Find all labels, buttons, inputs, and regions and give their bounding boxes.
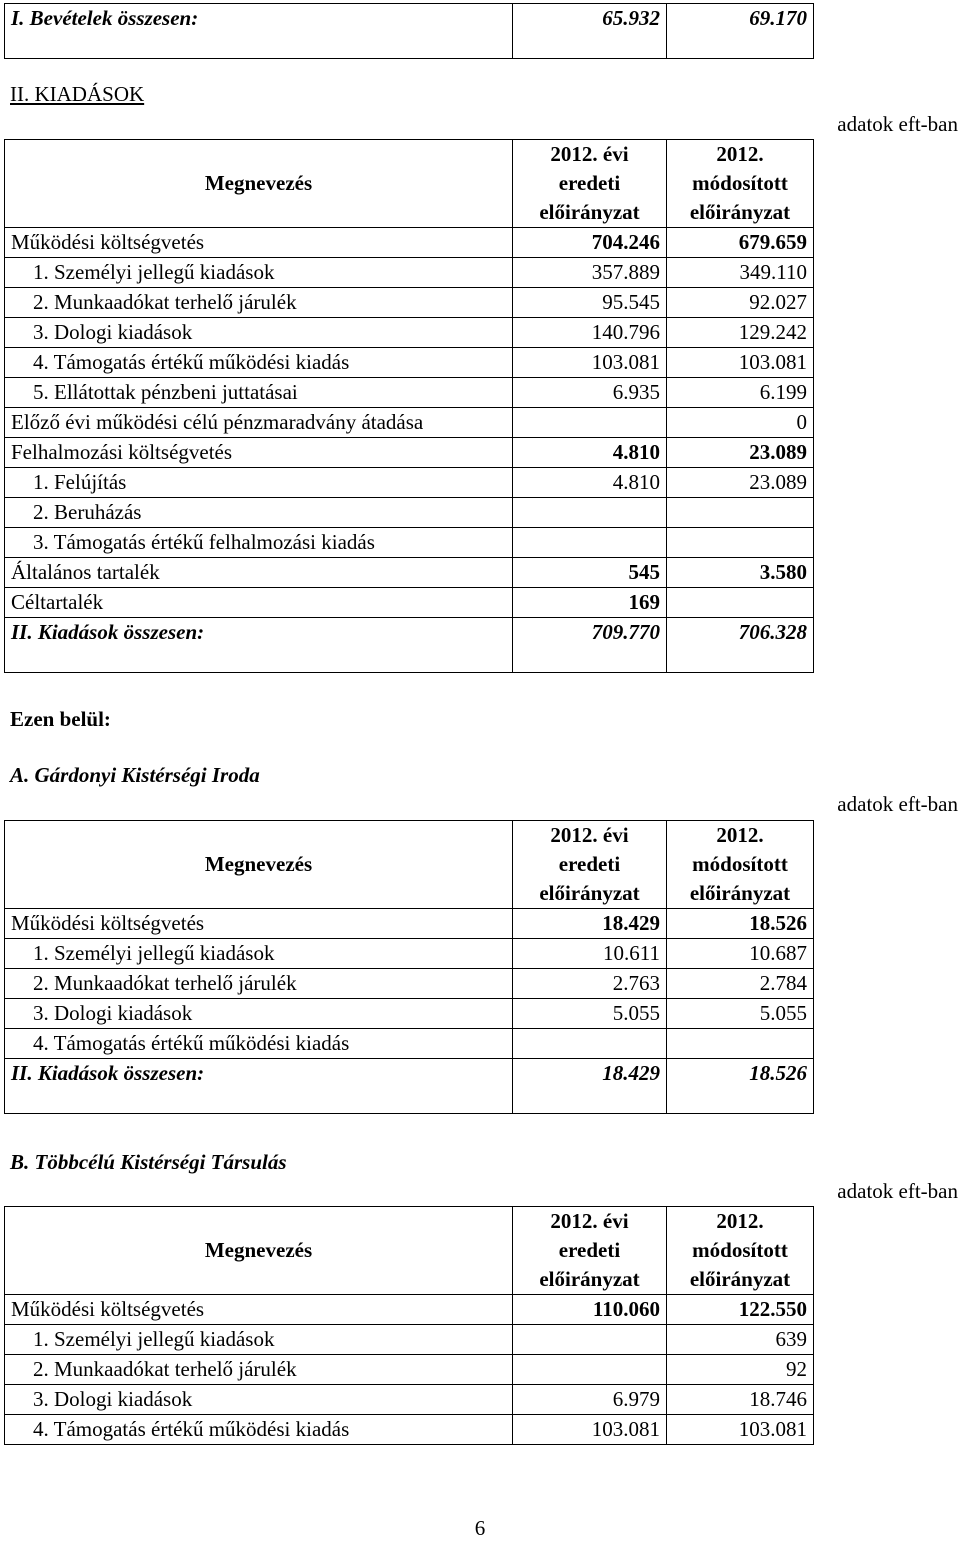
row-label: 1. Személyi jellegű kiadások [5, 258, 513, 288]
row-label: Általános tartalék [5, 558, 513, 588]
table-row [5, 498, 814, 528]
row-label: 2. Munkaadókat terhelő járulék [5, 1355, 513, 1385]
row-label: Működési költségvetés [5, 228, 513, 258]
row-original-value [513, 498, 667, 528]
unit-note-b: adatok eft-ban [837, 1179, 958, 1203]
row-modified-value: 10.687 [667, 939, 814, 969]
table-row [5, 618, 814, 673]
row-label: 3. Dologi kiadások [5, 1385, 513, 1415]
row-original-value: 10.611 [513, 939, 667, 969]
row-original-value: 6.935 [513, 378, 667, 408]
table-row [5, 228, 814, 258]
table-row [5, 558, 814, 588]
header-col2: 2012. módosított előirányzat [667, 821, 814, 909]
row-label: 1. Személyi jellegű kiadások [5, 939, 513, 969]
row-modified-value: 103.081 [667, 348, 814, 378]
income-total-label: I. Bevételek összesen: [5, 4, 513, 59]
table-row [5, 969, 814, 999]
row-original-value: 103.081 [513, 348, 667, 378]
row-modified-value: 122.550 [667, 1295, 814, 1325]
table-row [5, 468, 814, 498]
row-label: 3. Dologi kiadások [5, 318, 513, 348]
unit-note-main: adatok eft-ban [837, 112, 958, 136]
row-modified-value: 3.580 [667, 558, 814, 588]
row-label: Felhalmozási költségvetés [5, 438, 513, 468]
row-original-value [513, 528, 667, 558]
row-original-value: 357.889 [513, 258, 667, 288]
row-original-value: 18.429 [513, 1059, 667, 1114]
section-2-title: II. KIADÁSOK [10, 82, 145, 106]
header-name: Megnevezés [5, 140, 513, 228]
row-original-value: 4.810 [513, 468, 667, 498]
table-row [5, 438, 814, 468]
row-label: 5. Ellátottak pénzbeni juttatásai [5, 378, 513, 408]
row-modified-value: 0 [667, 408, 814, 438]
section-a-title: A. Gárdonyi Kistérségi Iroda [10, 763, 260, 787]
page-number: 6 [474, 1516, 486, 1540]
row-modified-value: 18.526 [667, 1059, 814, 1114]
row-modified-value [667, 528, 814, 558]
row-modified-value: 349.110 [667, 258, 814, 288]
row-modified-value: 92 [667, 1355, 814, 1385]
row-original-value: 709.770 [513, 618, 667, 673]
header-col1: 2012. évi eredeti előirányzat [513, 140, 667, 228]
row-original-value: 169 [513, 588, 667, 618]
row-original-value: 18.429 [513, 909, 667, 939]
row-modified-value: 129.242 [667, 318, 814, 348]
table-row [5, 378, 814, 408]
income-total-table [4, 3, 814, 59]
row-original-value: 4.810 [513, 438, 667, 468]
table-row [5, 588, 814, 618]
table-row [5, 909, 814, 939]
ezen-belul: Ezen belül: [10, 707, 111, 731]
row-label: 4. Támogatás értékű működési kiadás [5, 1415, 513, 1445]
section-b-body [5, 1295, 814, 1445]
row-modified-value: 103.081 [667, 1415, 814, 1445]
table-row [5, 1029, 814, 1059]
row-label: 4. Támogatás értékű működési kiadás [5, 1029, 513, 1059]
row-label: II. Kiadások összesen: [5, 618, 513, 673]
row-label: Működési költségvetés [5, 1295, 513, 1325]
table-row [5, 258, 814, 288]
section-a-table [4, 820, 814, 1114]
income-total-v1: 65.932 [513, 4, 667, 59]
income-total-row [5, 4, 814, 59]
table-row [5, 1385, 814, 1415]
table-header [5, 821, 814, 909]
row-modified-value: 706.328 [667, 618, 814, 673]
row-label: 2. Munkaadókat terhelő járulék [5, 288, 513, 318]
row-label: 2. Munkaadókat terhelő járulék [5, 969, 513, 999]
row-original-value: 6.979 [513, 1385, 667, 1415]
row-modified-value [667, 588, 814, 618]
table-row [5, 1355, 814, 1385]
table-header [5, 1207, 814, 1295]
unit-note-a: adatok eft-ban [837, 792, 958, 816]
table-row [5, 939, 814, 969]
row-label: 3. Támogatás értékű felhalmozási kiadás [5, 528, 513, 558]
row-label: II. Kiadások összesen: [5, 1059, 513, 1114]
row-original-value [513, 1325, 667, 1355]
row-original-value [513, 408, 667, 438]
row-modified-value: 679.659 [667, 228, 814, 258]
table-header [5, 140, 814, 228]
row-modified-value: 92.027 [667, 288, 814, 318]
row-label: Előző évi működési célú pénzmaradvány átadása [5, 408, 513, 438]
expenses-body [5, 228, 814, 673]
row-original-value: 5.055 [513, 999, 667, 1029]
row-modified-value [667, 1029, 814, 1059]
row-original-value: 140.796 [513, 318, 667, 348]
row-label: Működési költségvetés [5, 909, 513, 939]
row-label: 3. Dologi kiadások [5, 999, 513, 1029]
section-a-body [5, 909, 814, 1114]
table-row [5, 318, 814, 348]
row-original-value [513, 1355, 667, 1385]
row-original-value: 2.763 [513, 969, 667, 999]
row-original-value: 545 [513, 558, 667, 588]
table-row [5, 288, 814, 318]
row-modified-value: 18.526 [667, 909, 814, 939]
row-modified-value: 6.199 [667, 378, 814, 408]
table-row [5, 348, 814, 378]
section-b-title: B. Többcélú Kistérségi Társulás [10, 1150, 287, 1174]
row-modified-value: 18.746 [667, 1385, 814, 1415]
section-b-table [4, 1206, 814, 1445]
row-modified-value: 5.055 [667, 999, 814, 1029]
table-row [5, 999, 814, 1029]
header-col2: 2012. módosított előirányzat [667, 1207, 814, 1295]
table-row [5, 1295, 814, 1325]
row-label: Céltartalék [5, 588, 513, 618]
row-modified-value: 23.089 [667, 438, 814, 468]
row-modified-value: 23.089 [667, 468, 814, 498]
header-col1: 2012. évi eredeti előirányzat [513, 1207, 667, 1295]
row-original-value: 704.246 [513, 228, 667, 258]
row-original-value: 103.081 [513, 1415, 667, 1445]
table-row [5, 408, 814, 438]
row-label: 1. Személyi jellegű kiadások [5, 1325, 513, 1355]
table-row [5, 528, 814, 558]
table-row [5, 1325, 814, 1355]
row-modified-value: 2.784 [667, 969, 814, 999]
table-row [5, 1415, 814, 1445]
income-total-v2: 69.170 [667, 4, 814, 59]
row-modified-value: 639 [667, 1325, 814, 1355]
header-col1: 2012. évi eredeti előirányzat [513, 821, 667, 909]
table-row [5, 1059, 814, 1114]
row-original-value: 110.060 [513, 1295, 667, 1325]
header-name: Megnevezés [5, 1207, 513, 1295]
row-label: 4. Támogatás értékű működési kiadás [5, 348, 513, 378]
row-original-value: 95.545 [513, 288, 667, 318]
row-label: 2. Beruházás [5, 498, 513, 528]
row-label: 1. Felújítás [5, 468, 513, 498]
row-original-value [513, 1029, 667, 1059]
row-modified-value [667, 498, 814, 528]
expenses-table [4, 139, 814, 673]
header-name: Megnevezés [5, 821, 513, 909]
header-col2: 2012. módosított előirányzat [667, 140, 814, 228]
